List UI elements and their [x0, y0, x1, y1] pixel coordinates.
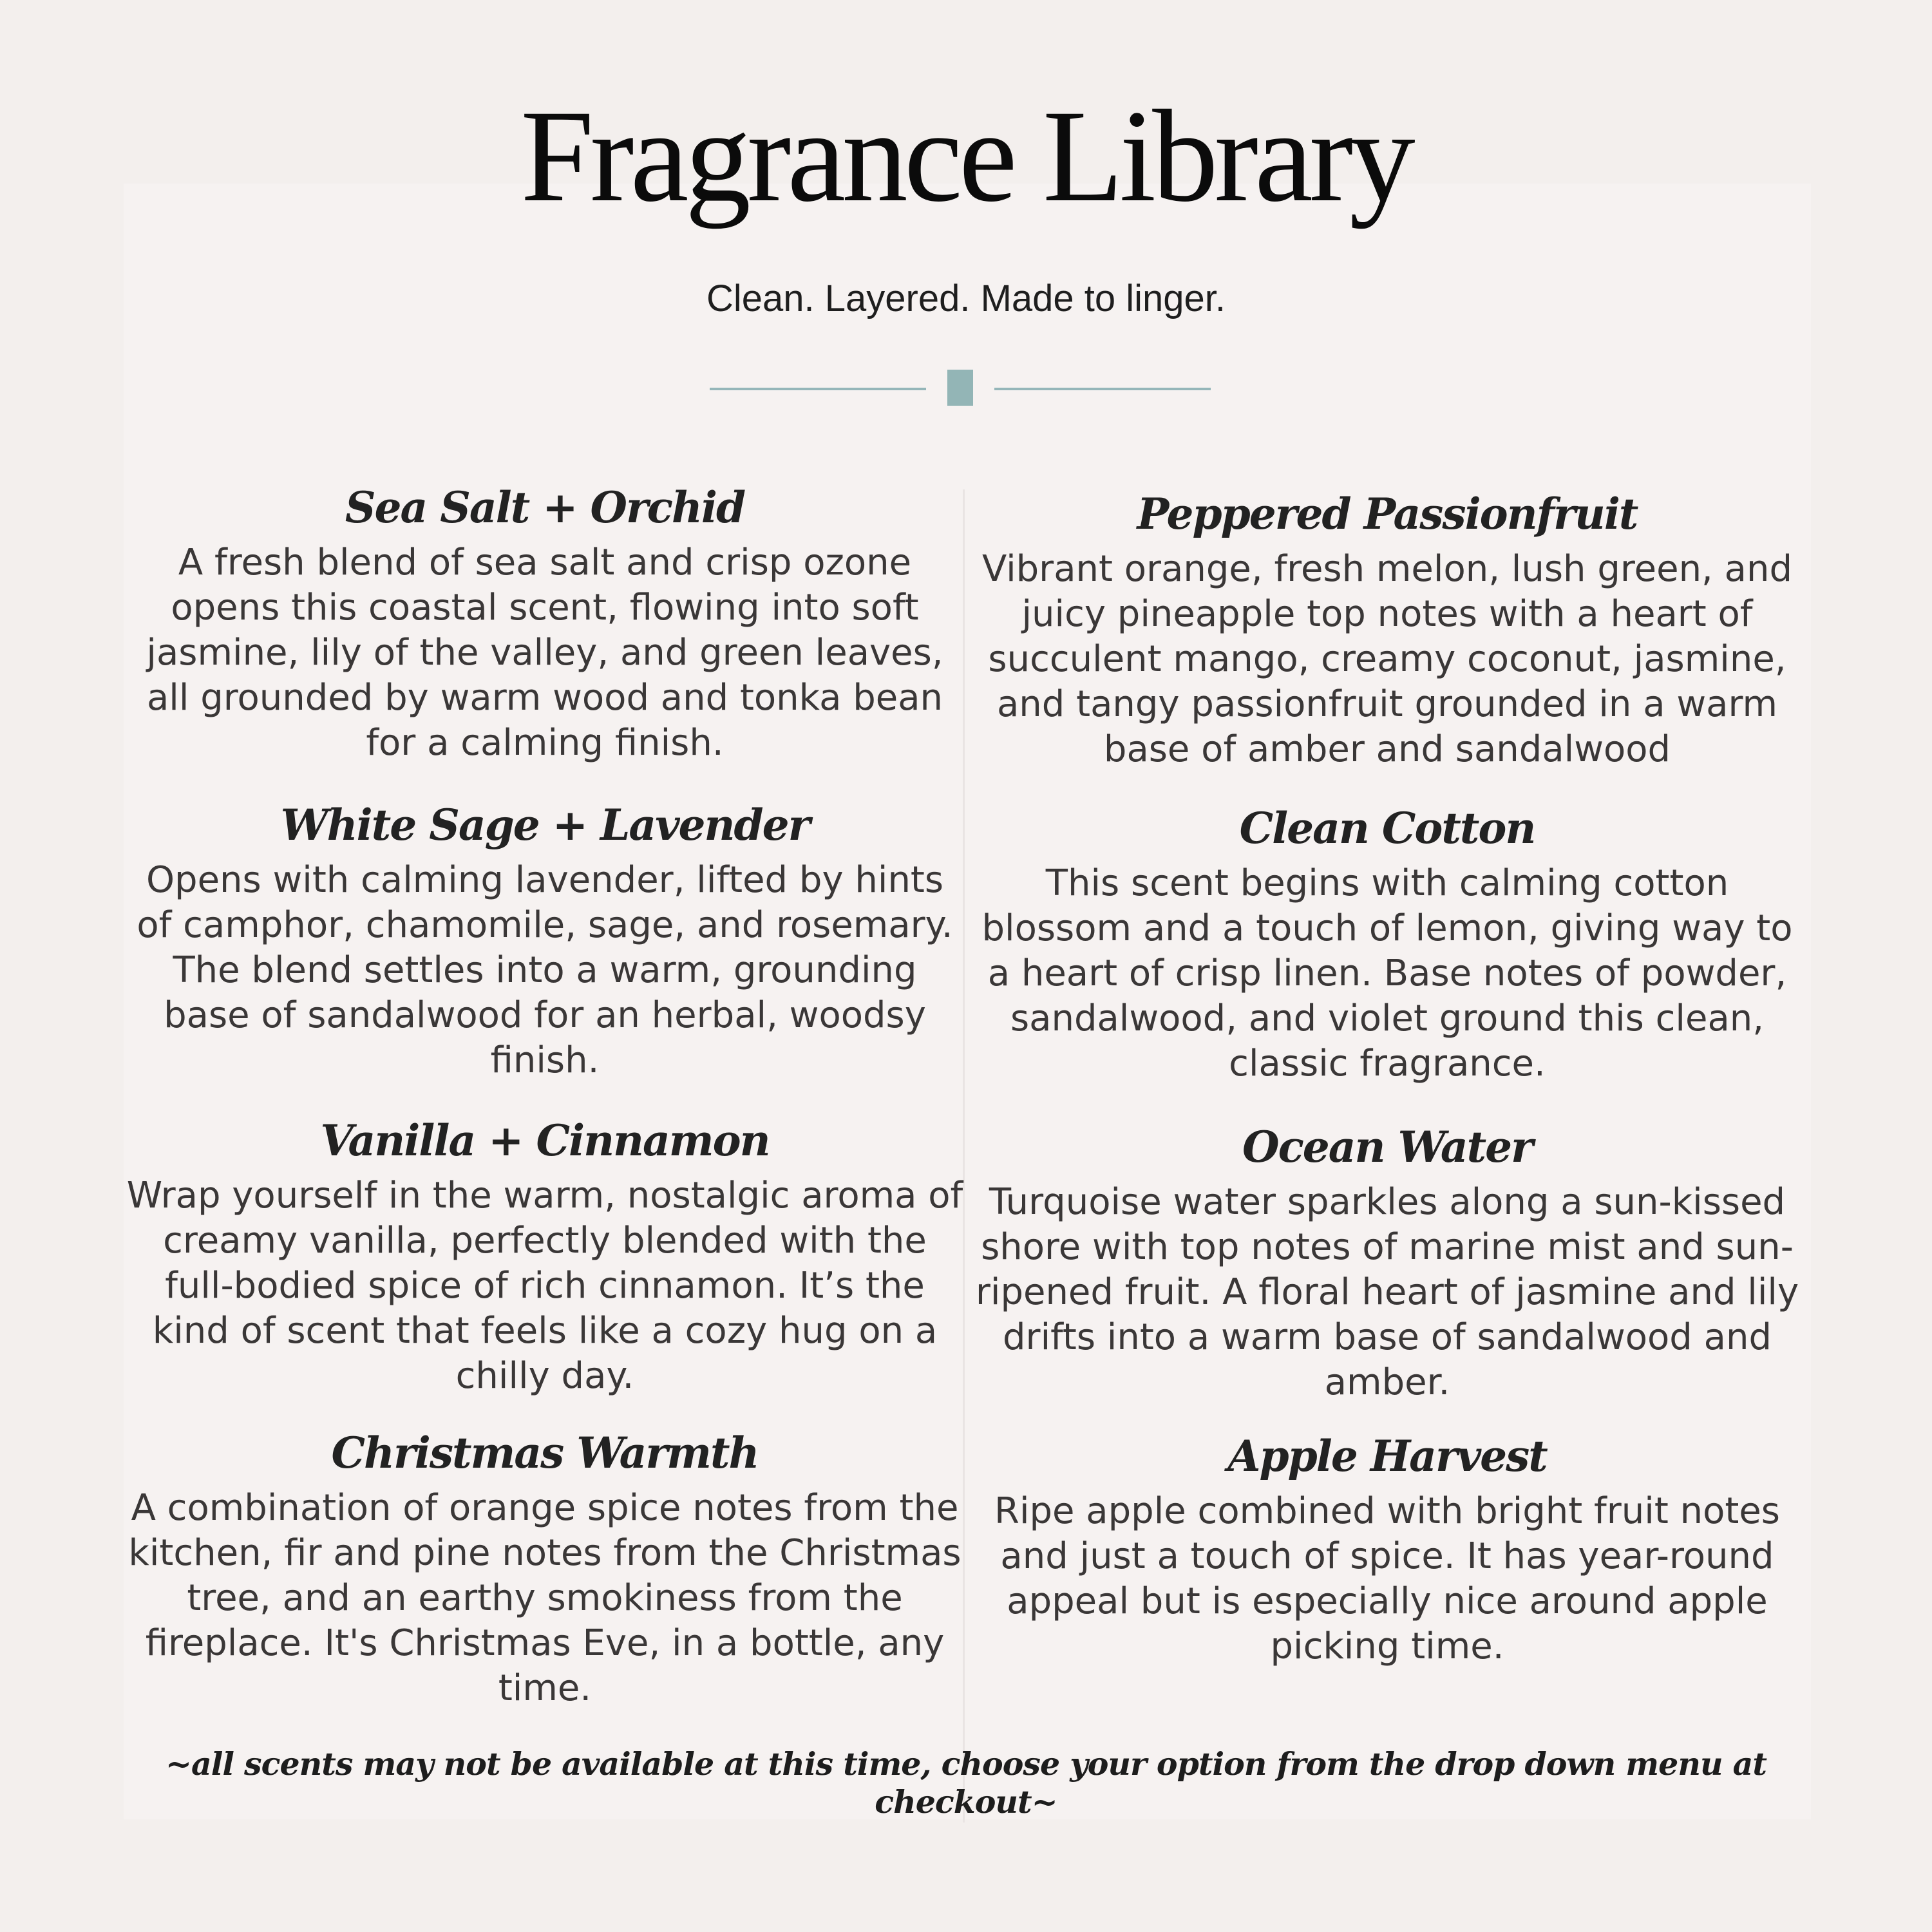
scent-name: White Sage + Lavender — [280, 800, 810, 850]
scent-peppered-passionfruit — [969, 491, 1806, 772]
scent-name: Apple Harvest — [1227, 1431, 1547, 1481]
scent-christmas-warmth — [126, 1430, 963, 1711]
ornament-line-left — [710, 388, 926, 390]
scent-description: Wrap yourself in the warm, nostalgic aroma of creamy vanilla, perfectly blended with the full-bodied spice of rich cinnamon. It’s the kind of scent that feels like a cozy hug on a chilly day. — [126, 1174, 963, 1397]
scent-ocean-water — [969, 1124, 1806, 1405]
scent-description: Vibrant orange, fresh melon, lush green, and juicy pineapple top notes with a heart of succulent mango, creamy coconut, jasmine, and tangy passionfruit grounded in a warm base of amber and sandalwood — [981, 547, 1793, 770]
ornament-square-icon — [947, 370, 973, 406]
scent-description: Opens with calming lavender, lifted by hints of camphor, chamomile, sage, and rosemary. The blend settles into a warm, grounding base of sandalwood for an herbal, woodsy finish. — [137, 858, 953, 1081]
scent-name: Clean Cotton — [1239, 803, 1535, 853]
scent-name: Vanilla + Cinnamon — [320, 1115, 770, 1166]
scent-apple-harvest — [969, 1433, 1806, 1669]
ornament-line-right — [994, 388, 1211, 390]
scent-description: This scent begins with calming cotton blossom and a touch of lemon, giving way to a heart of crisp linen. Base notes of powder, sandalwood, and violet ground this clean, classic fragrance. — [981, 862, 1793, 1084]
page-subtitle: Clean. Layered. Made to linger. — [706, 278, 1226, 319]
scent-clean-cotton — [969, 805, 1806, 1086]
scent-white-sage-lavender — [126, 802, 963, 1083]
scent-description: Turquoise water sparkles along a sun-kissed shore with top notes of marine mist and sun-ripened fruit. A floral heart of jasmine and lily drifts into a warm base of sandalwood and amber. — [975, 1180, 1799, 1403]
scent-description: A fresh blend of sea salt and crisp ozone opens this coastal scent, flowing into soft jasmine, lily of the valley, and green leaves, all grounded by warm wood and tonka bean for a calming finish. — [146, 541, 943, 764]
page-title: Fragrance Library — [520, 83, 1412, 229]
availability-disclaimer: ~all scents may not be available at this time, choose your option from the drop down menu at checkout~ — [165, 1745, 1767, 1821]
scent-vanilla-cinnamon — [126, 1117, 963, 1399]
scent-name: Peppered Passionfruit — [1137, 489, 1638, 539]
scent-description: A combination of orange spice notes from the kitchen, fir and pine notes from the Christmas tree, and an earthy smokiness from the fireplace. It's Christmas Eve, in a bottle, any time. — [128, 1486, 961, 1709]
title-ornament — [710, 368, 1211, 407]
scent-name: Christmas Warmth — [331, 1428, 759, 1478]
scent-name: Ocean Water — [1242, 1122, 1532, 1172]
scent-sea-salt-orchid — [126, 484, 963, 766]
scent-description: Ripe apple combined with bright fruit notes and just a touch of spice. It has year-round appeal but is especially nice around apple picking time. — [994, 1490, 1780, 1667]
scent-name: Sea Salt + Orchid — [345, 482, 745, 533]
